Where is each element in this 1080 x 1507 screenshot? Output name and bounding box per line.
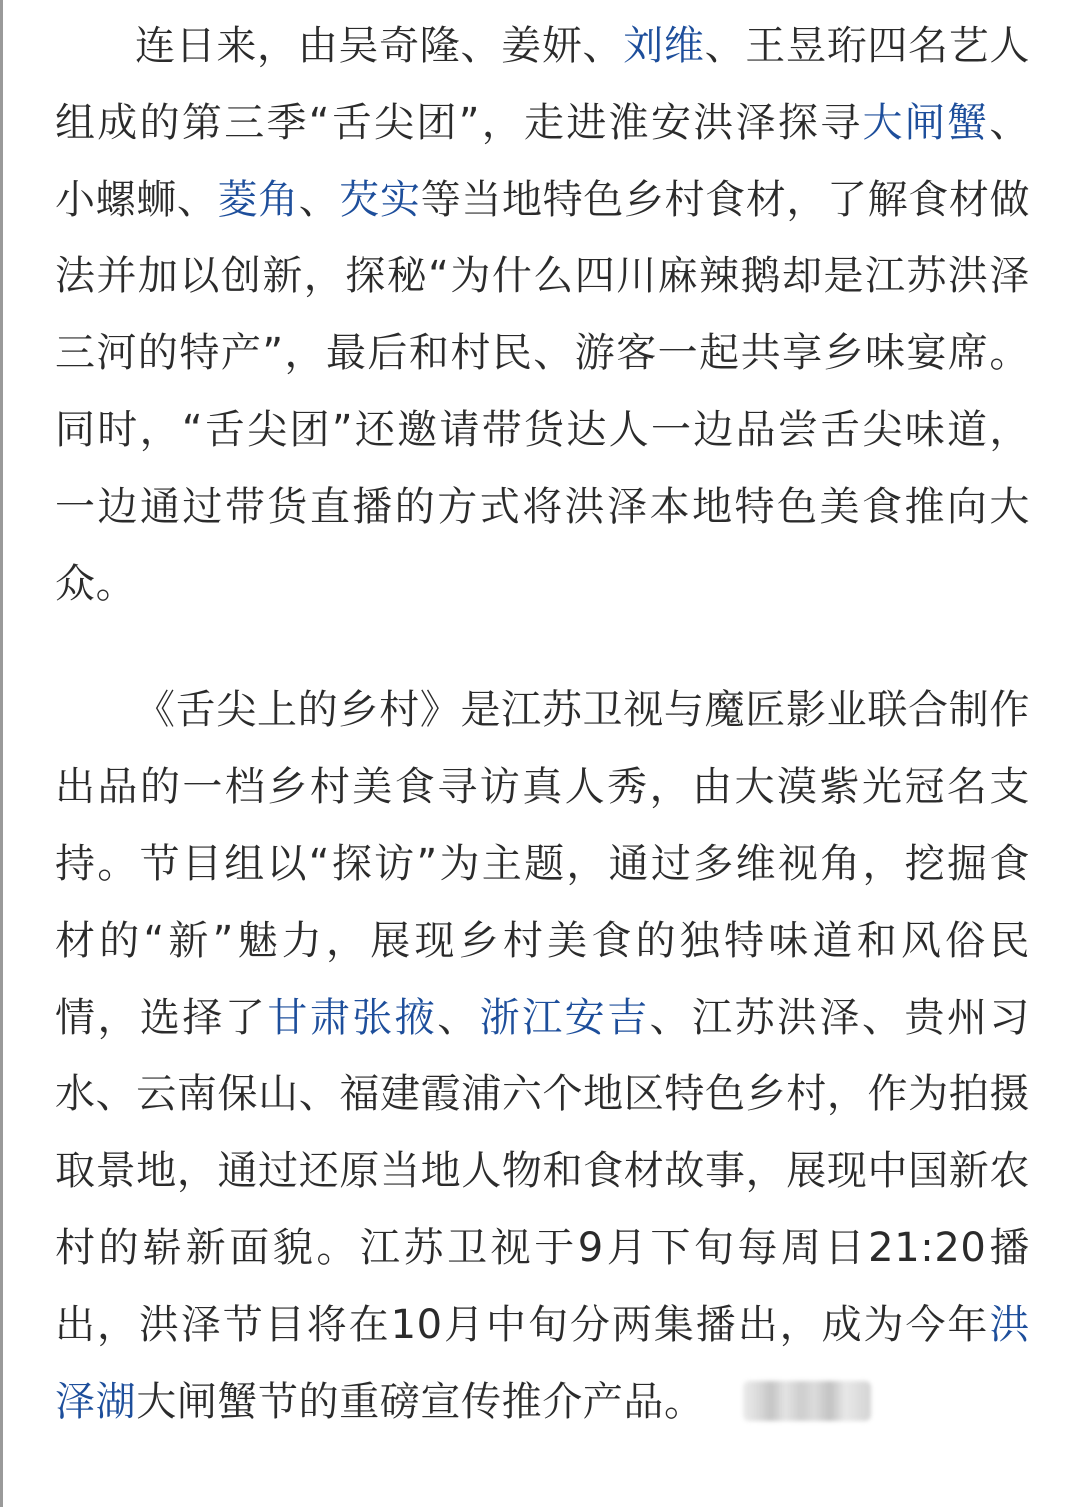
paragraph-1 bbox=[55, 8, 1030, 622]
text-segment: 等当地特色乡村食材，了解食材做法并加以创新，探秘“为什么四川麻辣鹅却是江苏洪泽三河的特产”，最后和村民、游客一起共享乡味宴席。同时，“舌尖团”还邀请带货达人一边品尝舌尖味道，一边通过带货直播的方式将洪泽本地特色美食推向大众。 bbox=[55, 176, 1031, 607]
link-liu-wei[interactable]: 刘维 bbox=[623, 23, 705, 69]
text-segment: 、小螺蛳、 bbox=[55, 99, 1030, 223]
text-segment: 、 bbox=[298, 176, 340, 223]
link-gansu-zhangye[interactable]: 甘肃张掖 bbox=[267, 994, 438, 1041]
link-hongze-lake[interactable]: 洪泽湖 bbox=[55, 1301, 1030, 1425]
text-segment: 、江苏洪泽、贵州习水、云南保山、福建霞浦六个地区特色乡村，作为拍摄取景地，通过还原当地人物和食材故事，展现中国新农村的崭新面貌。江苏卫视于9月下旬每周日21:20播出，洪泽节目将在10月中旬分两集播出，成为今年 bbox=[55, 994, 1030, 1348]
blurred-watermark bbox=[743, 1381, 871, 1421]
left-border bbox=[0, 0, 3, 1507]
link-water-caltrop[interactable]: 菱角 bbox=[217, 176, 299, 223]
text-segment: 大闸蟹节的重磅宣传推介产品。 bbox=[136, 1378, 705, 1425]
text-segment: 、王昱珩四名艺人组成的第三季“舌尖团”，走进淮安洪泽探寻 bbox=[55, 23, 1030, 146]
article-body bbox=[55, 8, 1030, 1440]
paragraph-2 bbox=[55, 672, 1030, 1440]
text-segment: 、 bbox=[437, 994, 480, 1041]
text-segment: 连日来，由吴奇隆、姜妍、 bbox=[135, 23, 624, 69]
link-zhejiang-anji[interactable]: 浙江安吉 bbox=[479, 994, 650, 1041]
link-fox-nut[interactable]: 芡实 bbox=[339, 176, 421, 223]
link-hairy-crab[interactable]: 大闸蟹 bbox=[862, 99, 990, 146]
text-segment: 《舌尖上的乡村》是江苏卫视与魔匠影业联合制作出品的一档乡村美食寻访真人秀，由大漠紫光冠名支持。节目组以“探访”为主题，通过多维视角，挖掘食材的“新”魅力，展现乡村美食的独特味道和风俗民情，选择了 bbox=[55, 687, 1030, 1041]
